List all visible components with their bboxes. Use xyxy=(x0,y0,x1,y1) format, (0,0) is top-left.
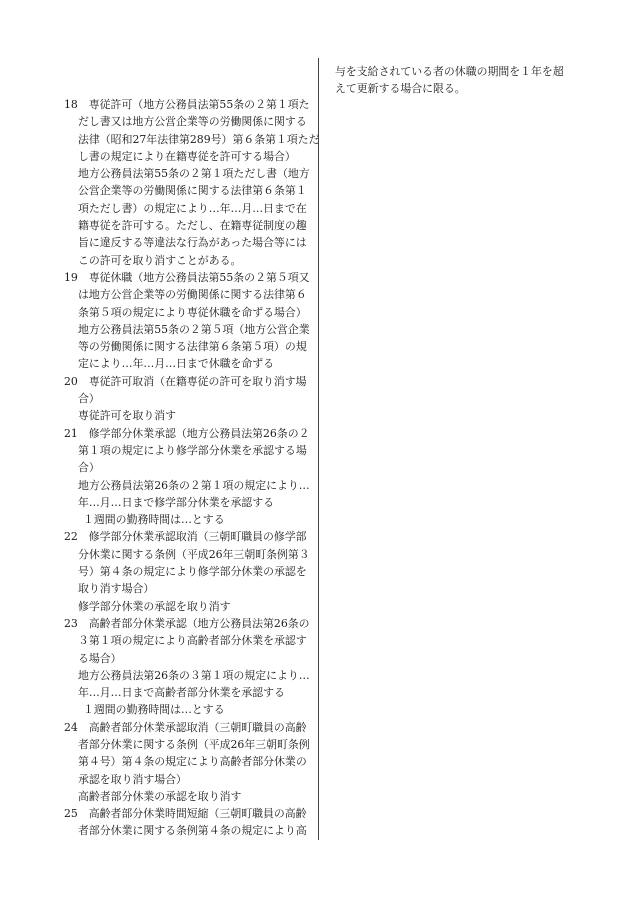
text-line: 承認を取り消す場合） xyxy=(78,772,187,786)
item-heading: 23 高齢者部分休業承認（地方公務員法第26条の xyxy=(64,616,310,630)
text-line: 者部分休業に関する条例第４条の規定により高 xyxy=(78,824,307,838)
text-line: 修学部分休業の承認を取り消す xyxy=(78,599,231,613)
item-heading: 22 修学部分休業承認取消（三朝町職員の修学部 xyxy=(64,530,307,544)
text-line: 等の労働関係に関する法律第６条第５項）の規 xyxy=(78,340,307,354)
text-line: し書の規定により在籍専従を許可する場合） xyxy=(78,149,296,163)
text-line: ３第１項の規定により高齢者部分休業を承認す xyxy=(78,634,307,648)
column-divider xyxy=(318,58,319,840)
text-line: 第１項の規定により修学部分休業を承認する場 xyxy=(78,443,307,457)
text-line: 条第５項の規定により専従休職を命ずる場合） xyxy=(78,305,307,319)
item-heading: 19 専従休職（地方公務員法第55条の２第５項又 xyxy=(64,270,310,284)
item-heading: 24 高齢者部分休業承認取消（三朝町職員の高齢 xyxy=(64,720,307,734)
item-heading: 25 高齢者部分休業時間短縮（三朝町職員の高齢 xyxy=(64,807,307,821)
item-heading: 18 専従許可（地方公務員法第55条の２第１項た xyxy=(64,98,310,111)
text-line: 定により…年…月…日まで休職を命ずる xyxy=(78,357,275,371)
text-line: 者部分休業に関する条例（平成26年三朝町条例 xyxy=(78,737,310,751)
text-line: 地方公務員法第26条の２第１項の規定により… xyxy=(78,478,310,492)
text-line: 法律（昭和27年法律第289号）第６条第１項ただ xyxy=(78,132,320,146)
text-line: 高齢者部分休業の承認を取り消す xyxy=(78,789,242,803)
text-line: 地方公務員法第26条の３第１項の規定により… xyxy=(78,668,310,682)
text-line: 籍専従を許可する。ただし、在籍専従制度の趣 xyxy=(78,219,307,233)
text-line: 地方公務員法第55条の２第５項（地方公営企業 xyxy=(78,322,310,336)
text-line: る場合） xyxy=(78,651,122,665)
text-line: 与を支給されている者の休職の期間を１年を超 xyxy=(335,65,564,78)
item-heading: 21 修学部分休業承認（地方公務員法第26条の２ xyxy=(64,426,310,440)
text-line: 年…月…日まで修学部分休業を承認する xyxy=(78,495,275,509)
text-line: 項ただし書）の規定により…年…月…日まで在 xyxy=(78,201,307,215)
text-line: １週間の勤務時間は…とする xyxy=(83,703,225,717)
text-line: は地方公営企業等の労働関係に関する法律第６ xyxy=(78,288,307,302)
text-line: 旨に違反する等違法な行為があった場合等には xyxy=(78,236,307,250)
text-line: 分休業に関する条例（平成26年三朝町条例第３ xyxy=(78,547,310,561)
text-line: １週間の勤務時間は…とする xyxy=(83,513,225,527)
text-line: 合） xyxy=(78,392,100,406)
text-line: 取り消す場合） xyxy=(78,582,155,596)
text-line: 号）第４条の規定により修学部分休業の承認を xyxy=(78,565,307,579)
text-line: 年…月…日まで高齢者部分休業を承認する xyxy=(78,686,285,700)
text-line: 専従許可を取り消す xyxy=(78,409,177,423)
text-line: この許可を取り消すことがある。 xyxy=(78,253,242,267)
left-column xyxy=(64,96,320,840)
right-column xyxy=(335,63,580,98)
item-heading: 20 専従許可取消（在籍専従の許可を取り消す場 xyxy=(64,374,307,388)
text-line: 第４号）第４条の規定により高齢者部分休業の xyxy=(78,755,307,769)
text-line: えて更新する場合に限る。 xyxy=(335,82,466,96)
text-line: 地方公務員法第55条の２第１項ただし書（地方 xyxy=(78,167,310,181)
text-line: 公営企業等の労働関係に関する法律第６条第１ xyxy=(78,184,307,198)
text-line: 合） xyxy=(78,461,100,475)
text-line: だし書又は地方公営企業等の労働関係に関する xyxy=(78,115,307,129)
